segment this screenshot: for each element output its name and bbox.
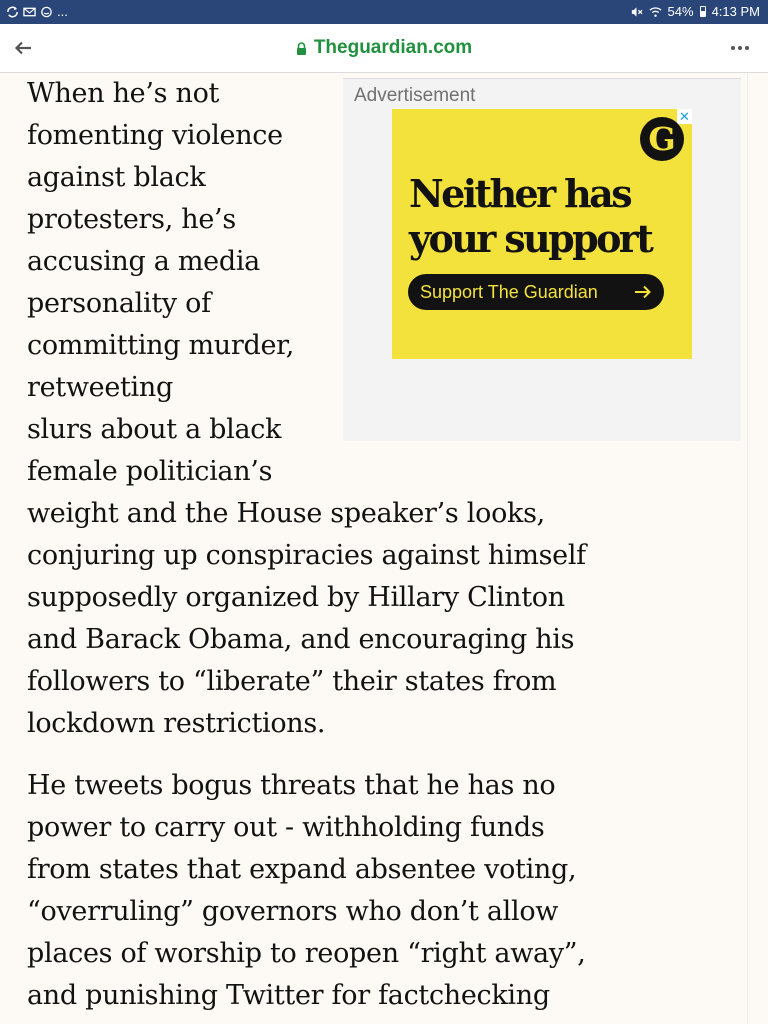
more-dot — [738, 46, 742, 50]
article-paragraph — [27, 765, 586, 1017]
battery-icon — [700, 6, 706, 17]
article-line: protesters, he’s — [27, 204, 236, 235]
article-line: committing murder, — [27, 330, 295, 361]
more-dot — [745, 46, 749, 50]
article-line: power to carry out - withholding funds — [27, 812, 545, 843]
clock: 4:13 PM — [711, 4, 760, 19]
article-line: retweeting — [27, 372, 173, 403]
article-line: slurs about a black — [27, 414, 282, 445]
ad-headline-line: your support — [409, 216, 652, 261]
battery-percent: 54% — [667, 4, 694, 19]
status-overflow: ... — [57, 4, 68, 19]
status-right-icons — [630, 4, 760, 19]
article-line: accusing a media — [27, 246, 260, 277]
article-line: When he’s not — [27, 78, 220, 109]
support-button-label: Support The Guardian — [420, 282, 598, 302]
ad-label: Advertisement — [354, 85, 476, 106]
support-guardian-button[interactable] — [408, 274, 664, 310]
ad-headline-line: Neither has — [409, 171, 630, 216]
article-line: He tweets bogus threats that he has no — [27, 770, 556, 801]
article-line: from states that expand absentee voting, — [27, 854, 577, 885]
wifi-icon — [649, 6, 662, 18]
article-line: personality of — [27, 288, 211, 319]
browser-url-bar — [0, 24, 768, 73]
article-line: followers to “liberate” their states from — [27, 666, 557, 697]
article-line: conjuring up conspiracies against himself — [27, 540, 586, 571]
article-line: supposedly organized by Hillary Clinton — [27, 582, 565, 613]
ad-close-icon[interactable]: ✕ — [677, 109, 692, 124]
status-left-icons — [6, 4, 68, 19]
article-line: against black — [27, 162, 206, 193]
article-line: weight and the House speaker’s looks, — [27, 498, 545, 529]
article-line: female politician’s — [27, 456, 273, 487]
sync-icon — [6, 6, 19, 18]
advertisement-slot — [343, 78, 741, 441]
more-dots-icon — [731, 46, 735, 50]
article-line: “overruling” governors who don’t allow — [27, 896, 559, 927]
article-line: lockdown restrictions. — [27, 708, 326, 739]
address-field[interactable] — [0, 37, 768, 59]
article-line: fomenting violence — [27, 120, 283, 151]
page-scroll-gutter — [747, 73, 768, 1024]
ad-banner[interactable] — [392, 109, 692, 359]
lock-icon — [296, 42, 307, 55]
smiley-icon — [40, 6, 53, 18]
url-text: Theguardian.com — [313, 37, 473, 58]
article-line: places of worship to reopen “right away”, — [27, 938, 586, 969]
mute-icon — [630, 6, 643, 18]
guardian-logo: G — [640, 117, 684, 161]
mail-icon — [23, 6, 36, 18]
article-line: and Barack Obama, and encouraging his — [27, 624, 575, 655]
status-bar — [0, 0, 768, 24]
ad-headline — [409, 171, 651, 261]
arrow-right-icon — [634, 284, 652, 300]
more-menu-button[interactable] — [724, 36, 756, 60]
article-line: and punishing Twitter for factchecking — [27, 980, 550, 1011]
